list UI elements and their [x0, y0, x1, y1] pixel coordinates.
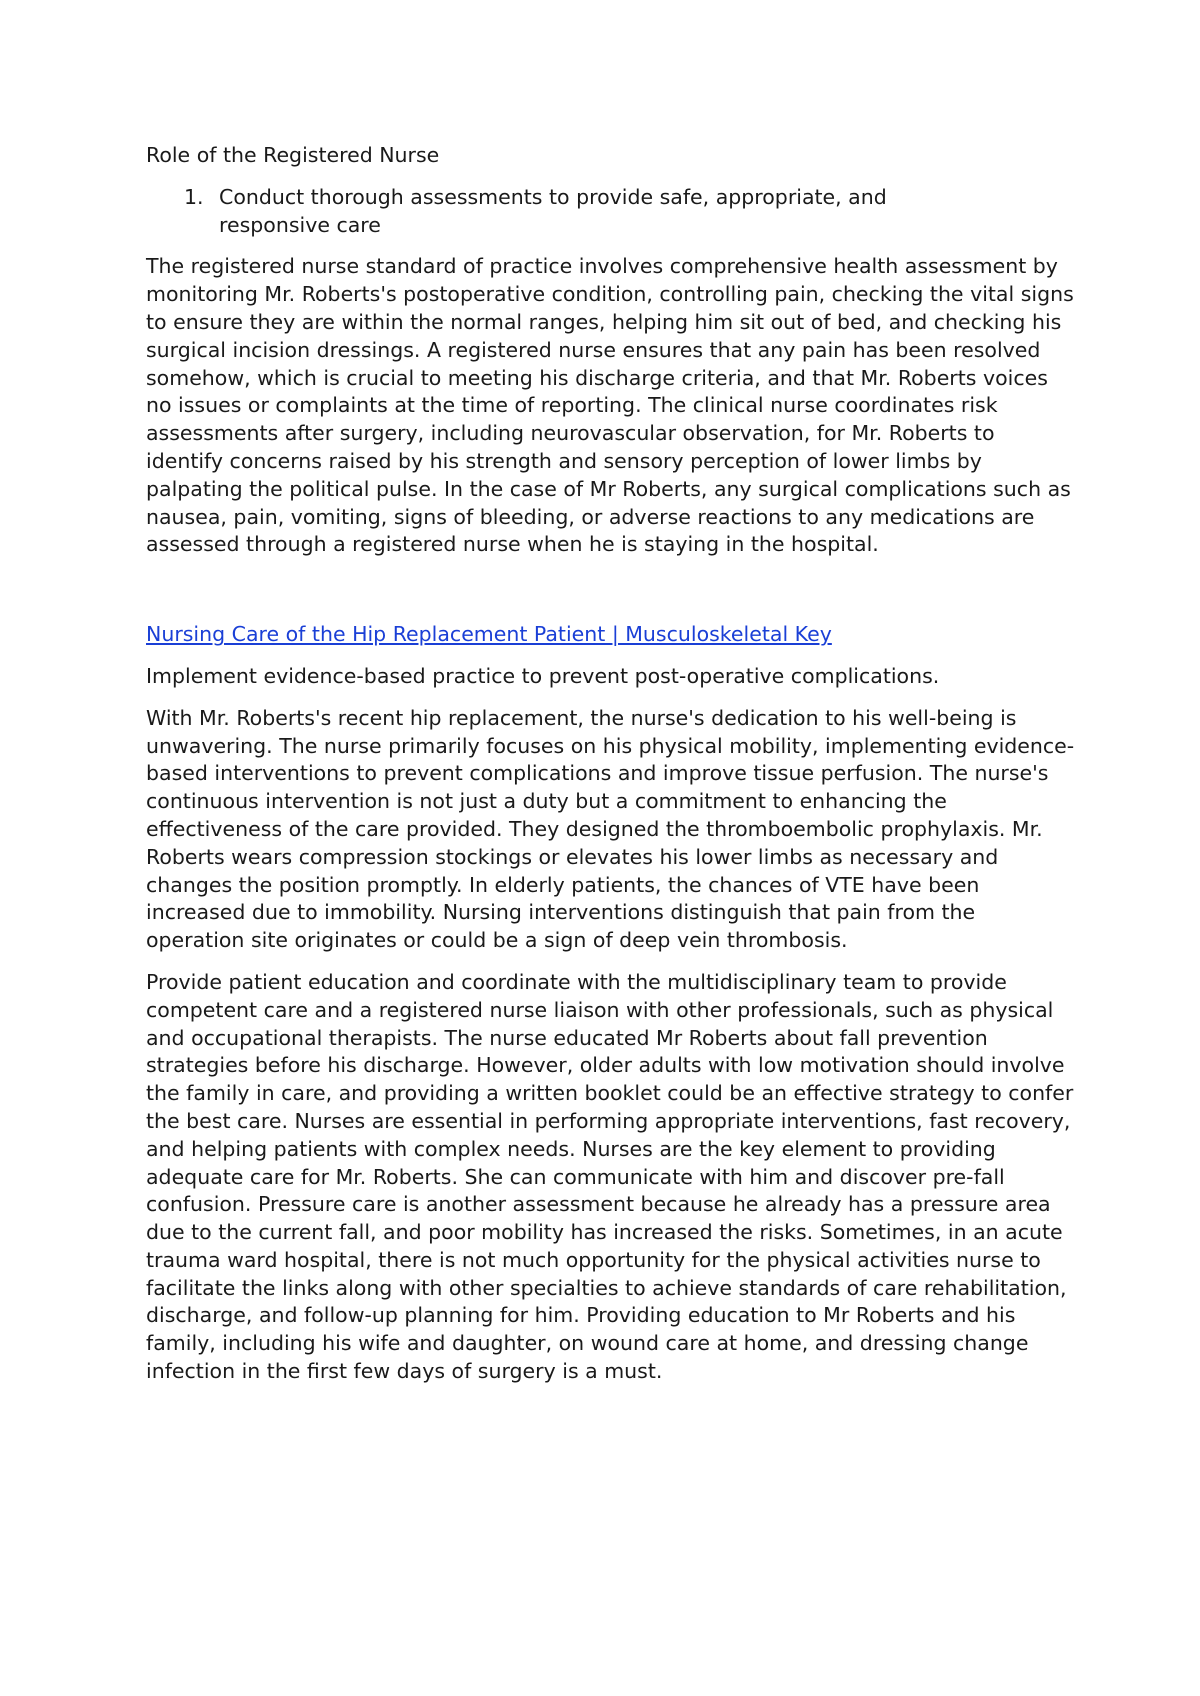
document-title: Role of the Registered Nurse	[146, 143, 440, 167]
numbered-list-item	[146, 184, 1076, 240]
list-number: 1.	[184, 184, 204, 209]
section-heading-evidence: Implement evidence-based practice to prevent post-operative complications.	[146, 663, 940, 688]
paragraph-hip-replacement: With Mr. Roberts's recent hip replacement, the nurse's dedication to his well-being is unwavering. The nurse primarily focuses on his physical mobility, implementing evidence-based interventions to prevent complications and improve tissue perfusion. The nurse's continuous intervention is not just a duty but a commitment to enhancing the effectiveness of the care provided. They designed the thromboembolic prophylaxis. Mr. Roberts wears compression stockings or elevates his lower limbs as necessary and changes the position promptly. In elderly patients, the chances of VTE have been increased due to immobility. Nursing interventions distinguish that pain from the operation site originates or could be a sign of deep vein thrombosis.	[146, 705, 1075, 953]
paragraph-patient-education: Provide patient education and coordinate with the multidisciplinary team to provide competent care and a registered nurse liaison with other professionals, such as physical and occupational therapists. The nurse educated Mr Roberts about fall prevention strategies before his discharge. However, older adults with low motivation should involve the family in care, and providing a written booklet could be an effective strategy to confer the best care. Nurses are essential in performing appropriate interventions, fast recovery, and helping patients with complex needs. Nurses are the key element to providing adequate care for Mr. Roberts. She can communicate with him and discover pre-fall confusion. Pressure care is another assessment because he already has a pressure area due to the current fall, and poor mobility has increased the risks. Sometimes, in an acute trauma ward hospital, there is not much opportunity for the physical activities nurse to facilitate the links along with other specialties to achieve standards of care rehabilitation, discharge, and follow-up planning for him. Providing education to Mr Roberts and his family, including his wife and daughter, on wound care at home, and dressing change infection in the first few days of surgery is a must.	[146, 969, 1074, 1384]
blank-space	[146, 573, 1076, 621]
list-item-text: Conduct thorough assessments to provide safe, appropriate, and responsive care	[219, 184, 887, 237]
paragraph-assessment: The registered nurse standard of practice involves comprehensive health assessment by monitoring Mr. Roberts's postoperative condition, controlling pain, checking the vital signs to ensure they are within the normal ranges, helping him sit out of bed, and checking his surgical incision dressings. A registered nurse ensures that any pain has been resolved somehow, which is crucial to meeting his discharge criteria, and that Mr. Roberts voices no issues or complaints at the time of reporting. The clinical nurse coordinates risk assessments after surgery, including neurovascular observation, for Mr. Roberts to identify concerns raised by his strength and sensory perception of lower limbs by palpating the political pulse. In the case of Mr Roberts, any surgical complications such as nausea, pain, vomiting, signs of bleeding, or adverse reactions to any medications are assessed through a registered nurse when he is staying in the hospital.	[146, 254, 1074, 557]
reference-link[interactable]: Nursing Care of the Hip Replacement Patient | Musculoskeletal Key	[146, 622, 832, 647]
document-page	[146, 142, 1076, 1400]
